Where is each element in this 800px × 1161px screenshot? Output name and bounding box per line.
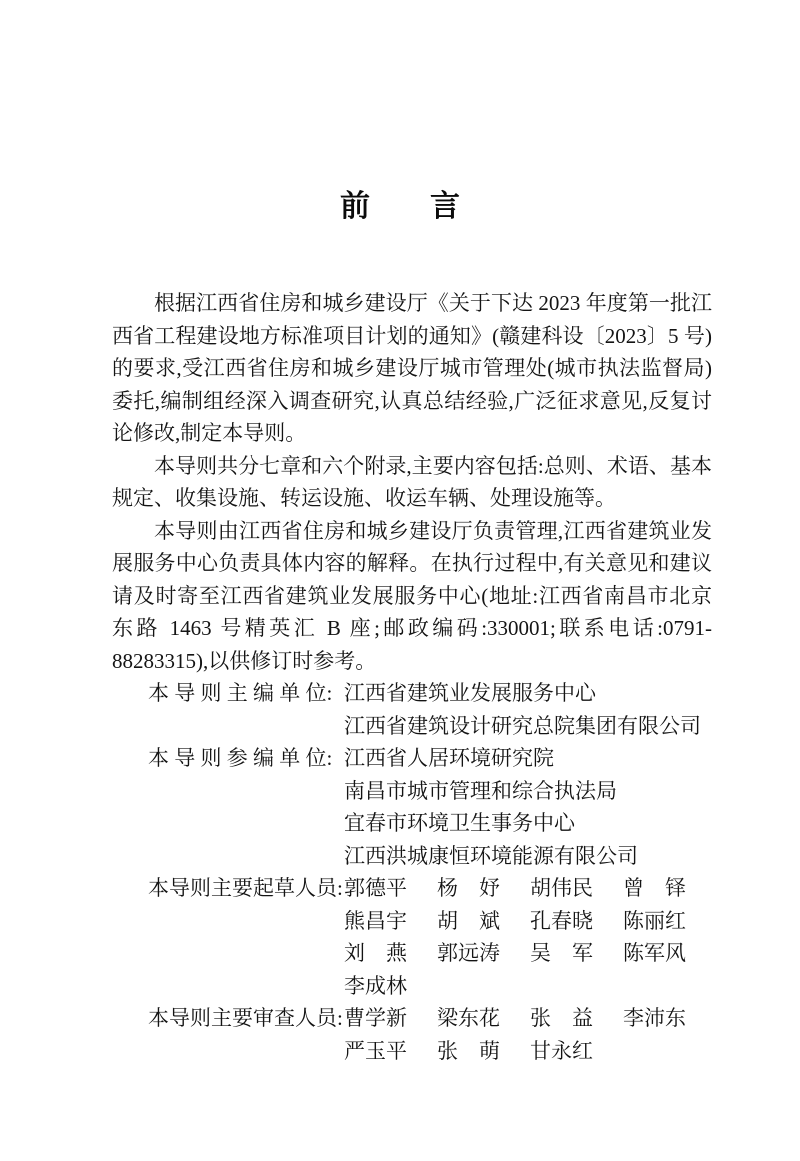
credit-label: 本 导 则 参 编 单 位: <box>148 746 333 770</box>
credit-unit-name: 江西省人居环境研究院 <box>344 746 554 770</box>
credit-row <box>112 1002 712 1067</box>
credit-values <box>344 872 712 1002</box>
personnel-name: 郭德平 <box>344 876 407 900</box>
credit-label: 本 导 则 主 编 单 位: <box>148 681 333 705</box>
credit-unit-name: 江西洪城康恒环境能源有限公司 <box>344 843 638 868</box>
personnel-name: 张 萌 <box>437 1038 500 1063</box>
personnel-name: 熊昌宇 <box>344 908 407 933</box>
credit-unit-name: 宜春市环境卫生事务中心 <box>344 811 575 835</box>
credit-values <box>344 1002 712 1067</box>
personnel-name: 曾 铎 <box>623 876 686 900</box>
page-title: 前 言 <box>340 190 460 223</box>
personnel-name: 郭远涛 <box>437 941 500 965</box>
credit-unit-name: 南昌市城市管理和综合执法局 <box>344 778 617 803</box>
personnel-name: 曹学新 <box>344 1006 407 1030</box>
credit-row <box>112 742 712 872</box>
personnel-name-row <box>344 970 712 1003</box>
personnel-name-row <box>344 905 712 938</box>
credits-list <box>112 677 712 1067</box>
paragraph: 本导则共分七章和六个附录,主要内容包括:总则、术语、基本规定、收集设施、转运设施、收运车辆、处理设施等。 <box>112 453 712 510</box>
personnel-name-row <box>344 1035 712 1068</box>
personnel-name: 吴 军 <box>530 941 593 965</box>
credit-unit-name: 江西省建筑设计研究总院集团有限公司 <box>344 713 701 738</box>
personnel-name: 胡 斌 <box>437 908 500 933</box>
credit-row <box>112 677 712 742</box>
personnel-name: 李成林 <box>344 973 407 998</box>
personnel-name: 李沛东 <box>623 1006 686 1030</box>
credit-values <box>344 742 712 872</box>
personnel-name-row <box>344 1002 712 1035</box>
credit-label: 本导则主要起草人员: <box>148 876 343 900</box>
personnel-name-row <box>344 872 712 905</box>
personnel-name: 陈丽红 <box>623 908 686 933</box>
credit-values <box>344 677 712 742</box>
personnel-name: 张 益 <box>530 1006 593 1030</box>
credit-unit-name: 江西省建筑业发展服务中心 <box>344 681 596 705</box>
paragraph: 根据江西省住房和城乡建设厅《关于下达 2023 年度第一批江西省工程建设地方标准项目计划的通知》(赣建科设〔2023〕5 号)的要求,受江西省住房和城乡建设厅城市管理处(城市执法监督局)委托,编制组经深入调查研究,认真总结经验,广泛征求意见,反复讨论修改,制定本导则。 <box>112 291 712 445</box>
personnel-name: 杨 妤 <box>437 876 500 900</box>
credit-label: 本导则主要审查人员: <box>148 1006 343 1030</box>
personnel-name: 刘 燕 <box>344 941 407 965</box>
credit-row <box>112 872 712 1002</box>
personnel-name: 陈军风 <box>623 941 686 965</box>
personnel-name-row <box>344 937 712 970</box>
paragraph: 本导则由江西省住房和城乡建设厅负责管理,江西省建筑业发展服务中心负责具体内容的解释。在执行过程中,有关意见和建议请及时寄至江西省建筑业发展服务中心(地址:江西省南昌市北京东路 1463 号精英汇 B 座;邮政编码:330001;联系电话:0791-88283315),以供修订时参考。 <box>112 518 712 673</box>
personnel-name: 严玉平 <box>344 1038 407 1063</box>
personnel-name: 胡伟民 <box>530 876 593 900</box>
personnel-name: 孔春晓 <box>530 908 593 933</box>
personnel-name: 梁东花 <box>437 1006 500 1030</box>
document-content <box>112 287 712 1067</box>
personnel-name: 甘永红 <box>530 1038 593 1063</box>
preface-paragraphs <box>112 287 712 677</box>
